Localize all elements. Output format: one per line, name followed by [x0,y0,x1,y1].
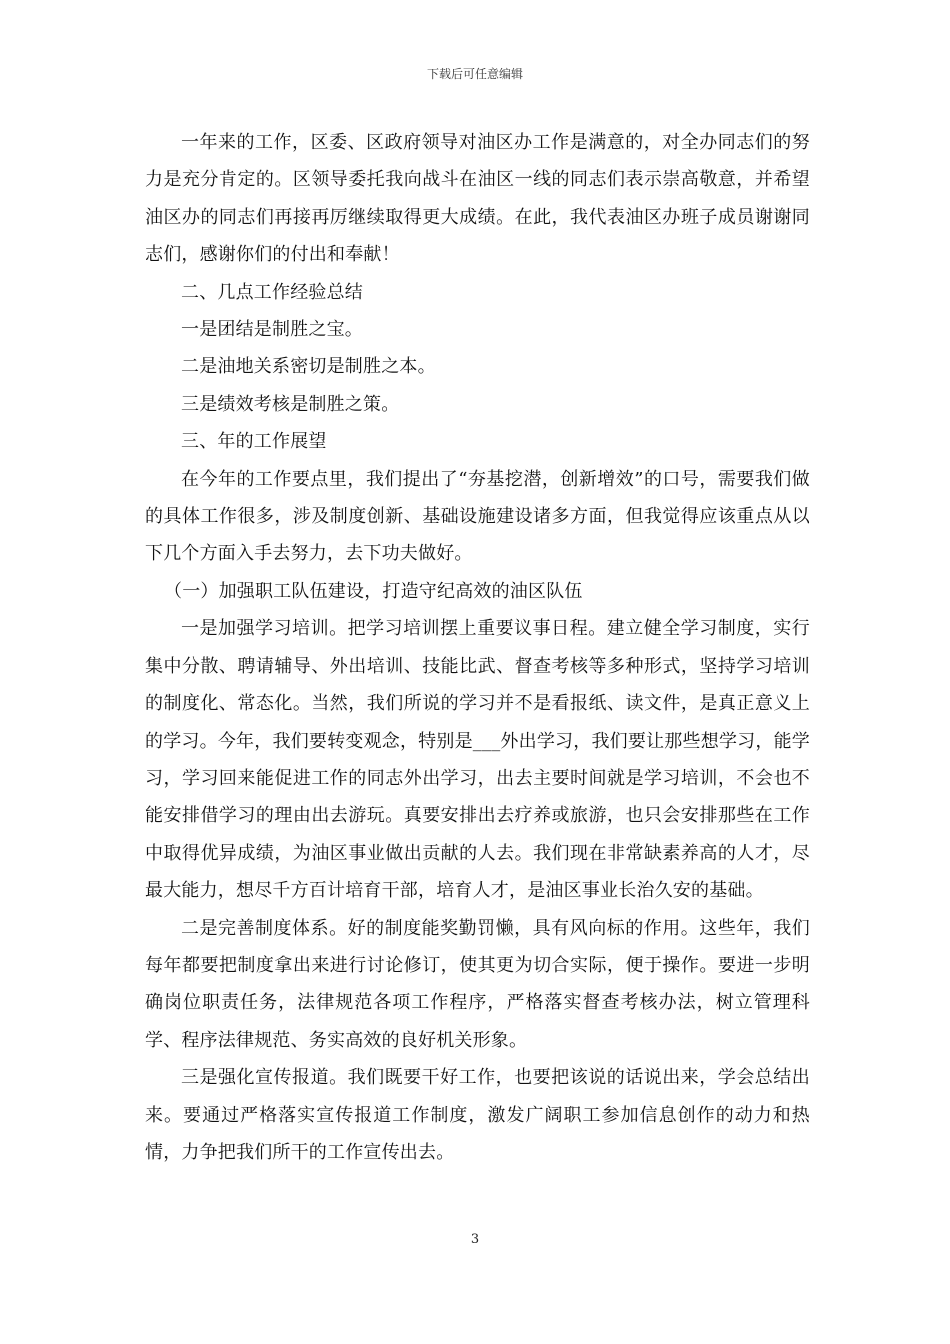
paragraph-training: 一是加强学习培训。把学习培训摆上重要议事日程。建立健全学习制度，实行集中分散、聘请辅导、外出培训、技能比武、督查考核等多种形式，坚持学习培训的制度化、常态化。当然，我们所说的学习并不是看报纸、读文件，是真正意义上的学习。今年，我们要转变观念，特别是___外出学习，我们要让那些想学习，能学习，学习回来能促进工作的同志外出学习，出去主要时间就是学习培训，不会也不能安排借学习的理由出去游玩。真要安排出去疗养或旅游，也只会安排那些在工作中取得优异成绩，为油区事业做出贡献的人去。我们现在非常缺素养高的人才，尽最大能力，想尽千方百计培育干部，培育人才，是油区事业长治久安的基础。 [145,618,810,902]
paragraph-system: 二是完善制度体系。好的制度能奖勤罚懒，具有风向标的作用。这些年，我们每年都要把制度拿出来进行讨论修订，使其更为切合实际，便于操作。要进一步明确岗位职责任务，法律规范各项工作程序，严格落实督查考核办法，树立管理科学、程序法律规范、务实高效的良好机关形象。 [145,917,810,1051]
section-heading-experience: 二、几点工作经验总结 [181,281,363,303]
paragraph-publicity: 三是强化宣传报道。我们既要干好工作，也要把该说的话说出来，学会总结出来。要通过严格落实宣传报道工作制度，激发广阔职工参加信息创作的动力和热情，力争把我们所干的工作宣传出去。 [145,1067,810,1163]
section-heading-outlook: 三、年的工作展望 [181,431,327,453]
page-number: 3 [470,1232,480,1247]
subsection-heading-team: （一）加强职工队伍建设，打造守纪高效的油区队伍 [164,580,583,602]
list-item-relations: 二是油地关系密切是制胜之本。 [181,356,436,378]
document-body [145,124,810,1171]
list-item-performance: 三是绩效考核是制胜之策。 [181,393,400,415]
paragraph-work-points: 在今年的工作要点里，我们提出了“夯基挖潜，创新增效”的口号，需要我们做的具体工作很多，涉及制度创新、基础设施建设诸多方面，但我觉得应该重点从以下几个方面入手去努力，去下功夫做好。 [145,468,810,565]
paragraph-summary: 一年来的工作，区委、区政府领导对油区办工作是满意的，对全办同志们的努力是充分肯定的。区领导委托我向战斗在油区一线的同志们表示崇高敬意，并希望油区办的同志们再接再厉继续取得更大成绩。在此，我代表油区办班子成员谢谢同志们，感谢你们的付出和奉献！ [145,132,810,266]
page-header: 下载后可任意编辑 [426,67,523,81]
list-item-unity: 一是团结是制胜之宝。 [181,319,363,341]
